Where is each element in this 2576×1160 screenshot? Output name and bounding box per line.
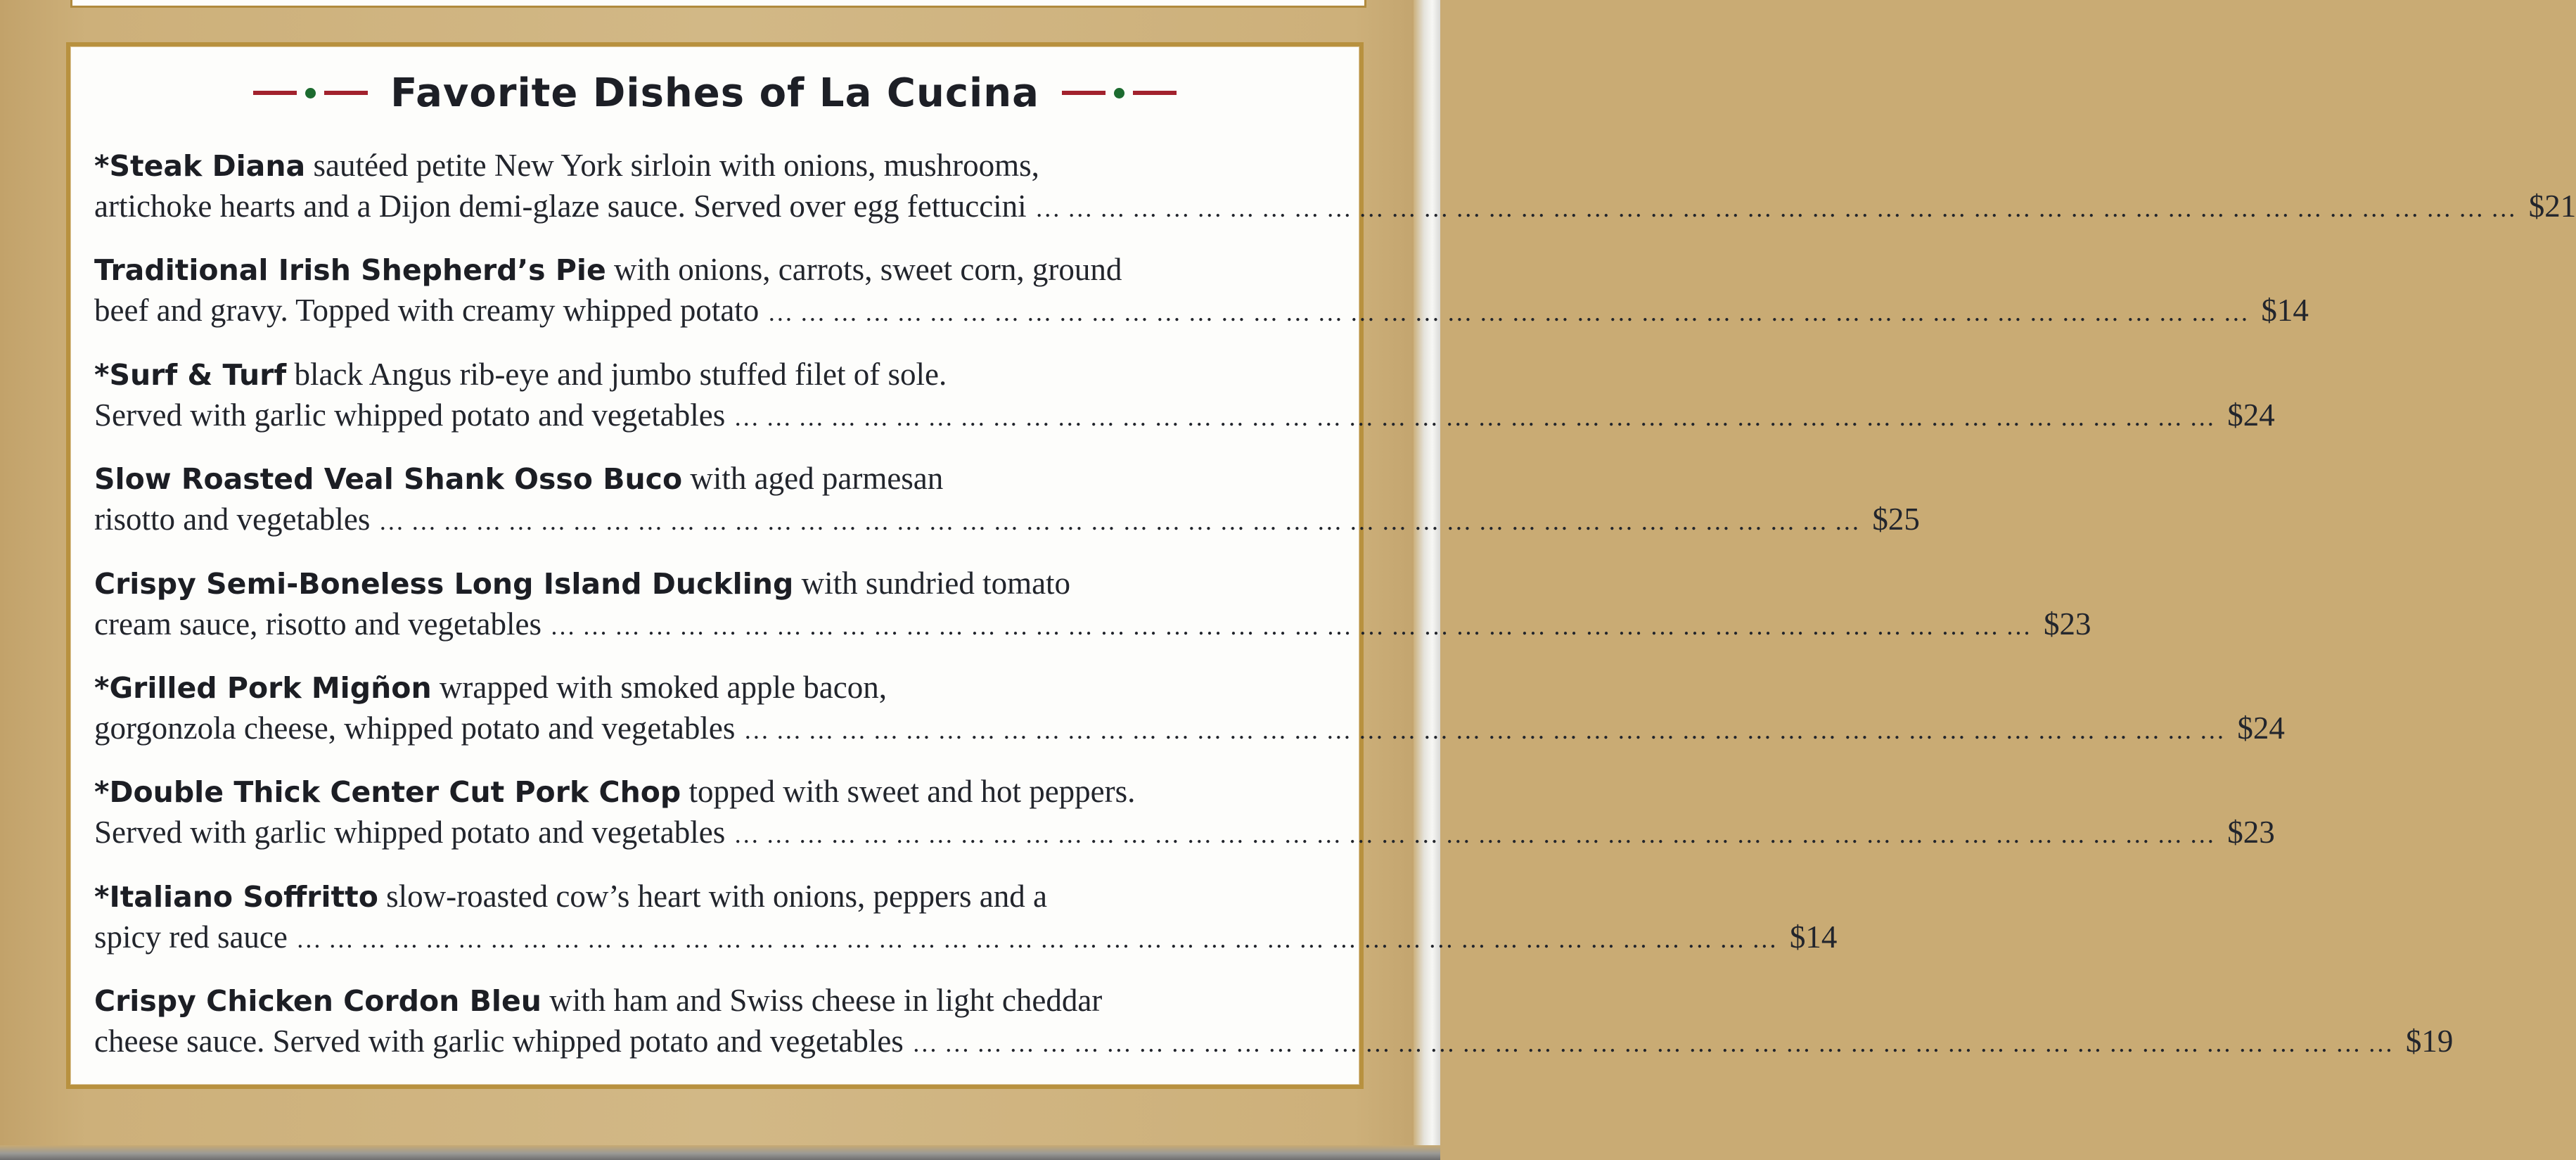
dish-name: *Steak Diana <box>94 149 306 183</box>
dish-price: $24 <box>2227 397 2275 433</box>
dish-description-continued: gorgonzola cheese, whipped potato and vegetables <box>94 710 736 746</box>
menu-item <box>94 876 1838 980</box>
section-title: Favorite Dishes of La Cucina <box>390 70 1039 116</box>
red-dash <box>1062 91 1106 95</box>
menu-item-line1 <box>94 876 1334 917</box>
dish-name: Crispy Semi-Boneless Long Island Duckling <box>94 566 794 601</box>
dish-description-continued: artichoke hearts and a Dijon demi-glaze sauce. Served over egg fettuccini <box>94 189 1027 224</box>
menu-item <box>94 249 2309 353</box>
dish-description-continued: cheese sauce. Served with garlic whipped potato and vegetables <box>94 1024 904 1059</box>
menu-item-line1 <box>94 354 1334 395</box>
right-ornament <box>1062 88 1177 98</box>
dish-description-continued: beef and gravy. Topped with creamy whipped potato <box>94 293 760 329</box>
dish-description-continued: Served with garlic whipped potato and vegetables <box>94 397 726 433</box>
menu-item-line2 <box>94 604 2091 644</box>
dish-name: *Italiano Soffritto <box>94 879 378 914</box>
menu-item-line2 <box>94 395 2275 435</box>
menu-item-line2 <box>94 499 1920 540</box>
dish-description: wrapped with smoked apple bacon, <box>431 669 887 705</box>
dish-price: $14 <box>1789 919 1838 955</box>
menu-item-line1 <box>94 980 1334 1021</box>
red-dash <box>1133 91 1177 95</box>
menu-item <box>94 145 2576 249</box>
dish-price: $23 <box>2043 606 2091 642</box>
dish-description: slow-roasted cow’s heart with onions, peppers and a <box>378 878 1047 914</box>
menu-item <box>94 354 2275 458</box>
dot-leader: ………………………………………………………………………………………………………………………… <box>1034 194 2523 222</box>
dish-description-continued: risotto and vegetables <box>94 502 371 537</box>
dish-price: $24 <box>2237 710 2285 746</box>
dish-description-continued: cream sauce, risotto and vegetables <box>94 606 542 642</box>
dish-description: with onions, carrots, sweet corn, ground <box>605 252 1122 288</box>
previous-menu-panel <box>70 0 1366 8</box>
menu-item-line2 <box>94 186 2576 227</box>
menu-item <box>94 667 2285 771</box>
binder-edge <box>0 1145 1440 1160</box>
menu-item-line2 <box>94 290 2309 331</box>
dish-price: $23 <box>2227 815 2275 850</box>
dish-price: $19 <box>2405 1024 2454 1059</box>
dish-description: with aged parmesan <box>682 461 944 497</box>
dish-name: Slow Roasted Veal Shank Osso Buco <box>94 462 683 497</box>
dish-description: topped with sweet and hot peppers. <box>681 774 1136 810</box>
green-dot <box>1114 88 1124 98</box>
dot-leader: ………………………………………………………………………………………………………………………… <box>295 924 1784 953</box>
menu-item-line1 <box>94 249 1334 290</box>
menu-item <box>94 771 2275 875</box>
menu-item-line2 <box>94 812 2275 853</box>
menu-item <box>94 563 2091 667</box>
dot-leader: ………………………………………………………………………………………………………………………… <box>767 298 2256 327</box>
dot-leader: ………………………………………………………………………………………………………………………… <box>378 507 1867 536</box>
page-edge <box>1414 0 1440 1160</box>
menu-item-line2 <box>94 708 2285 748</box>
menu-item-line2 <box>94 917 1838 957</box>
menu-item-line1 <box>94 667 1334 708</box>
favorite-dishes-panel <box>66 42 2576 1089</box>
menu-item-line1 <box>94 771 1334 812</box>
dish-description: with ham and Swiss cheese in light cheddar <box>541 983 1103 1019</box>
dish-description: with sundried tomato <box>793 565 1071 601</box>
menu-item-line2 <box>94 1021 2454 1062</box>
menu-item <box>94 980 2454 1084</box>
dish-price: $25 <box>1872 502 1920 537</box>
dish-description-continued: spicy red sauce <box>94 919 288 955</box>
dish-description-continued: Served with garlic whipped potato and vegetables <box>94 815 726 850</box>
red-dash <box>253 91 297 95</box>
dot-leader: ………………………………………………………………………………………………………………………… <box>743 715 2232 744</box>
red-dash <box>324 91 368 95</box>
dot-leader: ………………………………………………………………………………………………………………………… <box>733 820 2222 849</box>
menu-item-line1 <box>94 458 1334 499</box>
dot-leader: ………………………………………………………………………………………………………………………… <box>911 1029 2400 1058</box>
green-dot <box>305 88 316 98</box>
dish-price: $21 <box>2528 189 2576 224</box>
menu-item-line1 <box>94 145 1334 186</box>
dish-price: $14 <box>2261 293 2309 329</box>
left-ornament <box>253 88 368 98</box>
dish-name: Crispy Chicken Cordon Bleu <box>94 984 542 1019</box>
dish-name: *Double Thick Center Cut Pork Chop <box>94 775 681 810</box>
menu-section-header <box>70 65 1359 121</box>
dish-description: sautéed petite New York sirloin with onions, mushrooms, <box>305 148 1039 183</box>
menu-item-line1 <box>94 563 1334 604</box>
dish-name: *Surf & Turf <box>94 357 287 392</box>
dot-leader: ………………………………………………………………………………………………………………………… <box>733 402 2222 431</box>
menu-item-list <box>94 145 2576 1085</box>
dot-leader: ………………………………………………………………………………………………………………………… <box>549 611 2038 640</box>
dish-name: *Grilled Pork Migñon <box>94 670 432 705</box>
menu-item <box>94 458 1920 562</box>
dish-description: black Angus rib-eye and jumbo stuffed filet of sole. <box>286 356 947 392</box>
dish-name: Traditional Irish Shepherd’s Pie <box>94 253 606 288</box>
